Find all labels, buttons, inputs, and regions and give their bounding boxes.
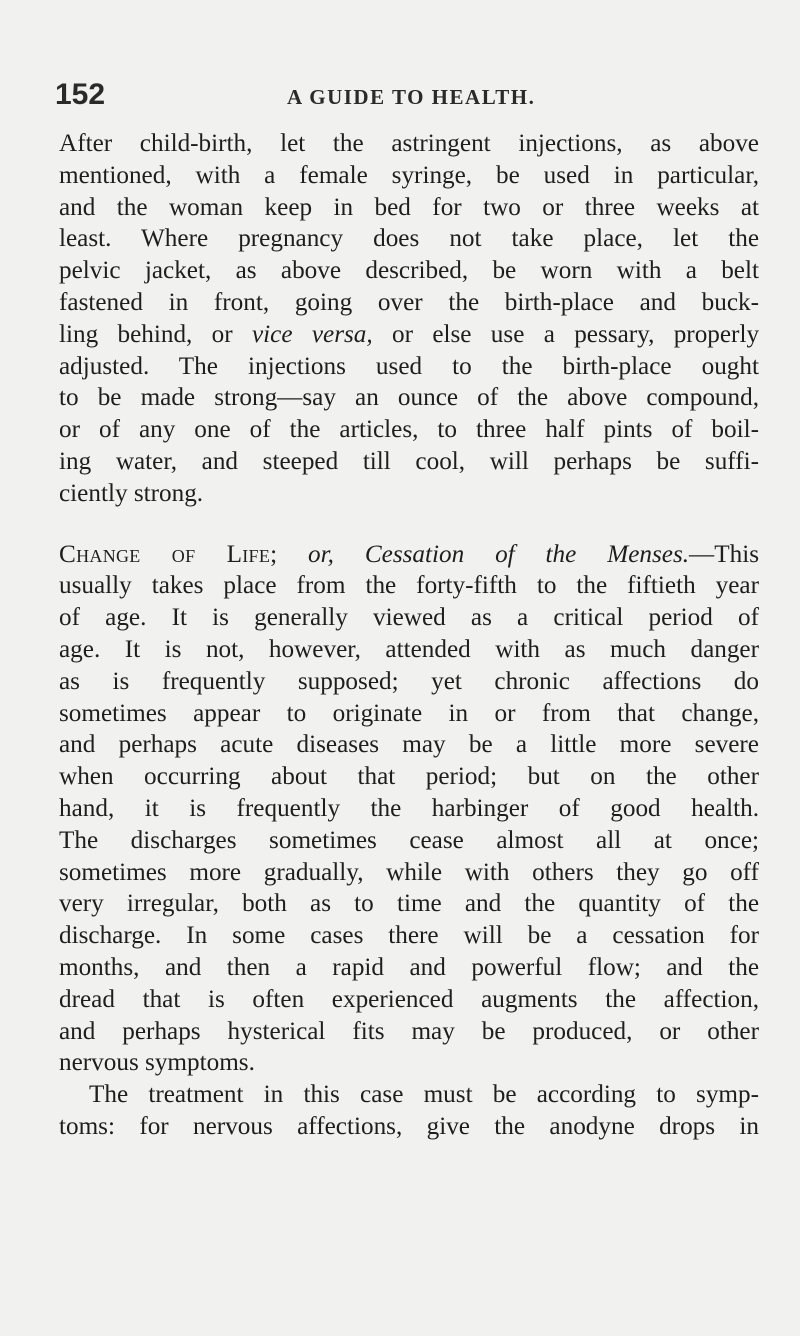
- paragraph-2: [59, 539, 759, 1080]
- text-line: [59, 319, 759, 351]
- text-line: mentioned, with a female syringe, be used in particular,: [59, 161, 759, 189]
- text-line: nervous symptoms.: [59, 1049, 255, 1077]
- text-line: ing water, and steeped till cool, will perhaps be suffi-: [59, 447, 759, 475]
- text-line: ciently strong.: [59, 479, 204, 507]
- text-line: months, and then a rapid and powerful flow; and the: [59, 953, 759, 981]
- text-line: and perhaps hysterical fits may be produced, or other: [59, 1017, 759, 1045]
- text-line: toms: for nervous affections, give the anodyne drops in: [59, 1112, 759, 1140]
- page-number: 152: [55, 78, 106, 111]
- text-line: or of any one of the articles, to three half pints of boil-: [59, 416, 759, 444]
- section-subtitle: Cessation of the Menses.: [364, 540, 690, 568]
- heading-separator: ;: [270, 540, 309, 568]
- running-head: A GUIDE TO HEALTH.: [287, 85, 536, 109]
- paragraph-1: [59, 128, 759, 510]
- text-line: The treatment in this case must be according to symp-: [89, 1081, 759, 1109]
- text-line: and perhaps acute diseases may be a little more severe: [59, 731, 759, 759]
- text-line: hand, it is frequently the harbinger of good health.: [59, 794, 759, 822]
- paragraph-gap: [59, 510, 759, 539]
- text-line: to be made strong—say an ounce of the above compound,: [59, 384, 759, 412]
- text-line: discharge. In some cases there will be a cessation for: [59, 922, 759, 950]
- paragraph-3: [59, 1079, 759, 1143]
- text-line: After child-birth, let the astringent injections, as above: [59, 130, 759, 157]
- text-line: The discharges sometimes cease almost all at once;: [59, 826, 759, 854]
- text-line: least. Where pregnancy does not take place, let the: [59, 225, 759, 253]
- section-heading: Change of Life: [59, 540, 271, 568]
- section-heading-line: [59, 539, 759, 571]
- page-header: [55, 78, 745, 114]
- text-line: sometimes appear to originate in or from that change,: [59, 699, 759, 727]
- text-line: of age. It is generally viewed as a critical period of: [59, 604, 759, 632]
- text-fragment: —This: [689, 540, 760, 568]
- text-fragment: or else use a pessary, properly: [392, 320, 760, 348]
- text-line: adjusted. The injections used to the birth-place ought: [59, 352, 759, 380]
- text-line: when occurring about that period; but on the other: [59, 763, 759, 791]
- text-line: usually takes place from the forty-fifth to the fiftieth year: [59, 572, 759, 600]
- body-text: [59, 128, 759, 1143]
- text-line: age. It is not, however, attended with as much danger: [59, 635, 759, 663]
- text-line: and the woman keep in bed for two or three weeks at: [59, 193, 759, 221]
- text-line: sometimes more gradually, while with others they go off: [59, 858, 759, 886]
- text-fragment: ling behind, or: [59, 320, 233, 348]
- text-line: very irregular, both as to time and the quantity of the: [59, 890, 759, 918]
- italic-phrase: vice versa,: [251, 320, 373, 348]
- text-line: dread that is often experienced augments the affection,: [59, 985, 759, 1013]
- text-line: fastened in front, going over the birth-place and buck-: [59, 288, 759, 316]
- heading-or: or,: [308, 540, 334, 568]
- text-line: as is frequently supposed; yet chronic affections do: [59, 667, 759, 695]
- text-line: pelvic jacket, as above described, be worn with a belt: [59, 257, 759, 285]
